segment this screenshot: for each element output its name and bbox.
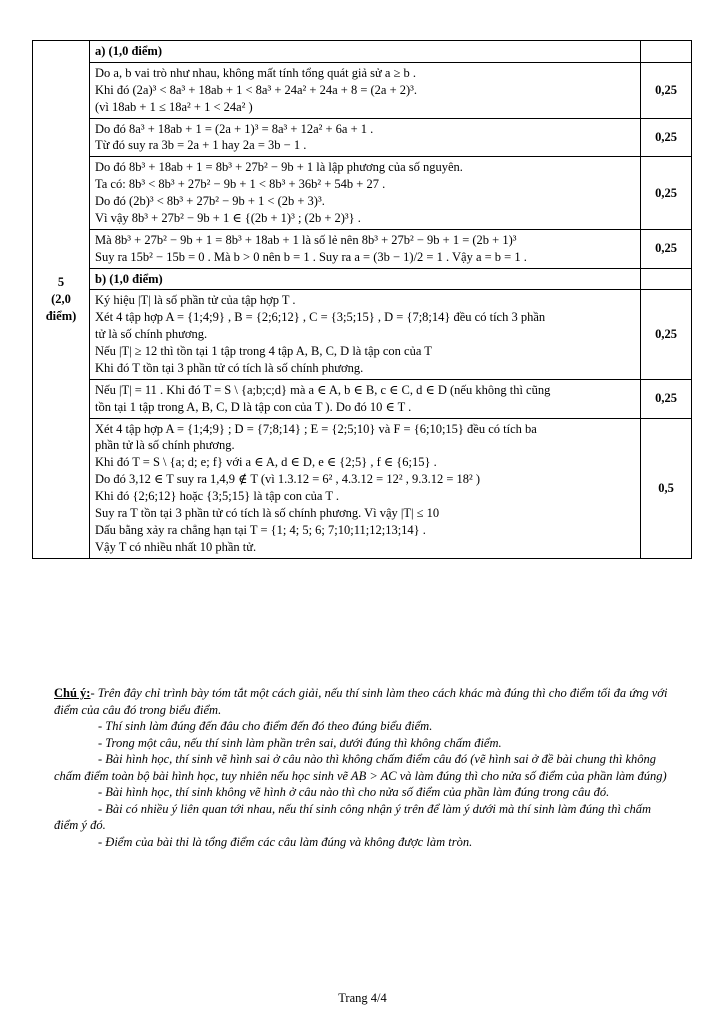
step-line: Khi đó T = S \ {a; d; e; f} với a ∈ A, d ∈ D, e ∈ {2;5} , f ∈ {6;15} . xyxy=(95,455,437,470)
notes-label: Chú ý: xyxy=(54,686,91,700)
step-score: 0,25 xyxy=(641,118,692,157)
step-line: Do đó 8b³ + 18ab + 1 = 8b³ + 27b² − 9b + 1 là lập phương của số nguyên. xyxy=(95,160,463,175)
step-line: (vì 18ab + 1 ≤ 18a² + 1 < 24a² ) xyxy=(95,99,253,114)
step-line: Do đó 8a³ + 18ab + 1 = (2a + 1)³ = 8a³ + 12a² + 6a + 1 . xyxy=(95,121,374,136)
note-item: - Bài hình học, thí sinh không vẽ hình ở câu nào thì cho nửa số điểm của phần làm đúng trong câu đó. xyxy=(98,785,610,799)
part-a-header-row xyxy=(33,41,692,63)
question-points: (2,0 xyxy=(51,291,71,306)
part-b-header-row xyxy=(33,268,692,290)
step-score: 0,25 xyxy=(641,229,692,268)
note-item: - Bài có nhiều ý liên quan tới nhau, nếu thí sinh công nhận ý trên để làm ý dưới mà thí sinh làm đúng thì chấm điểm ý đó. xyxy=(54,801,652,832)
step-content xyxy=(90,379,641,418)
step-line: tử là số chính phương. xyxy=(95,327,208,342)
step-score: 0,25 xyxy=(641,290,692,379)
step-line: Do đó (2b)³ < 8b³ + 27b² − 9b + 1 < (2b + 3)³. xyxy=(95,194,325,208)
answer-key-page xyxy=(32,40,692,559)
step-score: 0,25 xyxy=(641,379,692,418)
step-line: Ký hiệu |T| là số phần tử của tập hợp T . xyxy=(95,293,296,308)
grading-table xyxy=(32,40,692,559)
part-a-step-2 xyxy=(33,118,692,157)
step-line: Do đó 3,12 ∈ T suy ra 1,4,9 ∉ T (vì 1.3.12 = 6² , 4.3.12 = 12² , 9.3.12 = 18² ) xyxy=(95,472,481,487)
step-line: Khi đó (2a)³ < 8a³ + 18ab + 1 < 8a³ + 24a² + 24a + 8 = (2a + 2)³. xyxy=(95,82,418,97)
page-footer: Trang 4/4 xyxy=(338,991,387,1005)
step-line: Nếu |T| ≥ 12 thì tồn tại 1 tập trong 4 tập A, B, C, D là tập con của T xyxy=(95,344,432,358)
step-line: Do a, b vai trò như nhau, không mất tính tổng quát giả sử a ≥ b . xyxy=(95,65,417,80)
step-line: Nếu |T| = 11 . Khi đó T = S \ {a;b;c;d} mà a ∈ A, b ∈ B, c ∈ C, d ∈ D (nếu không thì cũng xyxy=(95,382,551,397)
question-number: 5 xyxy=(57,274,65,289)
part-a-step-3 xyxy=(33,157,692,230)
part-b-header-score xyxy=(641,268,692,290)
step-line: Xét 4 tập hợp A = {1;4;9} ; D = {7;8;14} ; E = {2;5;10} và F = {6;10;15} đều có tích ba xyxy=(95,421,537,436)
step-score: 0,25 xyxy=(641,62,692,118)
step-line: Suy ra 15b² − 15b = 0 . Mà b > 0 nên b = 1 . Suy ra a = (3b − 1)/2 = 1 . Vậy a = b = 1 . xyxy=(95,249,527,264)
step-score: 0,5 xyxy=(641,418,692,558)
step-line: Khi đó {2;6;12} hoặc {3;5;15} là tập con của T . xyxy=(95,489,339,503)
grading-notes xyxy=(54,685,672,850)
question-points-unit: điểm) xyxy=(45,308,77,323)
step-content xyxy=(90,118,641,157)
note-item: - Trong một câu, nếu thí sinh làm phần trên sai, dưới đúng thì không chấm điểm. xyxy=(98,735,502,750)
question-cell xyxy=(33,41,90,559)
part-a-step-4 xyxy=(33,229,692,268)
note-item: - Thí sinh làm đúng đến đâu cho điểm đến đó theo đúng biểu điểm. xyxy=(98,719,433,733)
step-line: Ta có: 8b³ < 8b³ + 27b² − 9b + 1 < 8b³ + 36b² + 54b + 27 . xyxy=(95,177,386,192)
part-b-step-1 xyxy=(33,290,692,379)
step-line: phần tử là số chính phương. xyxy=(95,438,235,453)
step-line: Từ đó suy ra 3b = 2a + 1 hay 2a = 3b − 1 . xyxy=(95,138,307,153)
part-a-header: a) (1,0 điểm) xyxy=(90,41,641,63)
step-content xyxy=(90,418,641,558)
part-b-step-2 xyxy=(33,379,692,418)
step-content xyxy=(90,157,641,230)
step-line: tồn tại 1 tập trong A, B, C, D là tập con của T ). Do đó 10 ∈ T . xyxy=(95,399,412,414)
part-b-header: b) (1,0 điểm) xyxy=(90,268,641,290)
part-a-step-1 xyxy=(33,62,692,118)
step-line: Suy ra T tồn tại 3 phần tử có tích là số chính phương. Vì vậy |T| ≤ 10 xyxy=(95,505,440,520)
step-line: Khi đó T tồn tại 3 phần tử có tích là số chính phương. xyxy=(95,360,364,375)
step-score: 0,25 xyxy=(641,157,692,230)
step-line: Vậy T có nhiều nhất 10 phần tử. xyxy=(95,539,257,554)
step-line: Xét 4 tập hợp A = {1;4;9} , B = {2;6;12} , C = {3;5;15} , D = {7;8;14} đều có tích 3 phần xyxy=(95,310,546,325)
notes-first xyxy=(54,685,672,718)
step-content xyxy=(90,290,641,379)
part-b-step-3 xyxy=(33,418,692,558)
step-line: Dấu bằng xảy ra chẳng hạn tại T = {1; 4; 5; 6; 7;10;11;12;13;14} . xyxy=(95,522,426,537)
notes-first-text: - Trên đây chỉ trình bày tóm tắt một cách giải, nếu thí sinh làm theo cách khác mà đúng thì cho điểm tối đa ứng với điểm của câu đó trong biểu điểm. xyxy=(54,686,668,717)
part-a-header-score xyxy=(641,41,692,63)
note-item: - Điểm của bài thi là tổng điểm các câu làm đúng và không được làm tròn. xyxy=(98,834,473,849)
step-content xyxy=(90,229,641,268)
step-line: Mà 8b³ + 27b² − 9b + 1 = 8b³ + 18ab + 1 là số lẻ nên 8b³ + 27b² − 9b + 1 = (2b + 1)³ xyxy=(95,232,517,247)
step-line: Vì vậy 8b³ + 27b² − 9b + 1 ∈ {(2b + 1)³ ; (2b + 2)³} . xyxy=(95,210,361,225)
note-item: - Bài hình học, thí sinh vẽ hình sai ở câu nào thì không chấm điểm câu đó (vẽ hình sai ở đề bài chung thì không chấm điểm toàn bộ bài hình học, tuy nhiên nếu học sinh vẽ AB > AC và làm đúng thì cho nửa số điểm của phần làm đúng) xyxy=(54,752,667,783)
step-content xyxy=(90,62,641,118)
